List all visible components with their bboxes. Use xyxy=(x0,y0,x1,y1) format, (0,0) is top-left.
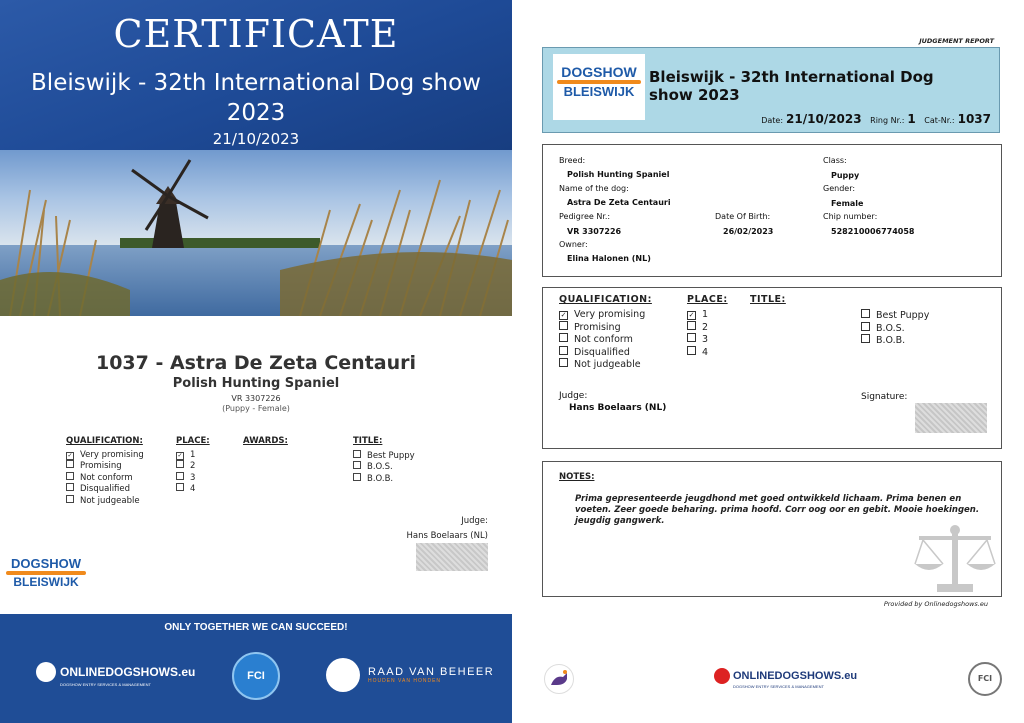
report-onlinedogshows-logo: ONLINEDOGSHOWS.eu DOGSHOW ENTRY SERVICES & MANAGEMENT xyxy=(714,668,857,689)
checkbox-icon xyxy=(176,460,184,468)
checkbox-icon xyxy=(861,322,870,331)
provided-by: Provided by Onlinedogshows.eu xyxy=(883,600,988,608)
checkbox-icon xyxy=(559,358,568,367)
slogan: ONLY TOGETHER WE CAN SUCCEED! xyxy=(164,622,348,633)
notes-box xyxy=(542,461,1002,597)
list-item: Best Puppy xyxy=(861,309,929,322)
checkbox-icon xyxy=(176,483,184,491)
report-logo-box xyxy=(553,54,645,120)
report-gender: Female xyxy=(831,199,864,208)
list-item: 4 xyxy=(687,346,708,359)
list-item: Not conform xyxy=(559,333,645,346)
checkbox-icon xyxy=(559,321,568,330)
report-signature-image xyxy=(915,403,987,433)
list-item: Promising xyxy=(559,321,645,334)
list-item: ✓ 1 xyxy=(688,309,709,320)
cert-awards-header: AWARDS: xyxy=(243,436,288,446)
cert-title-header: TITLE: xyxy=(353,436,383,446)
dog-emblem-icon xyxy=(326,658,360,692)
list-item: 3 xyxy=(176,472,210,484)
checkbox-icon xyxy=(353,461,361,469)
cert-qualification-header: QUALIFICATION: xyxy=(66,436,143,446)
onlinedogshows-logo: ONLINEDOGSHOWS.eu DOGSHOW ENTRY SERVICES & MANAGEMENT xyxy=(36,662,195,687)
checkbox-icon xyxy=(687,333,696,342)
notes-text: Prima gepresenteerde jeugdhond met goed ontwikkeld lichaam. Prima benen en voeten. Zeer goede beharing. prima hoofd. Corr oog oor en gebit. Mooie hoekingen. jeugdig gangwerk. xyxy=(575,494,980,526)
checkbox-icon xyxy=(66,472,74,480)
list-item: B.O.S. xyxy=(353,461,415,473)
list-item: B.O.B. xyxy=(861,334,929,347)
list-item: Not conform xyxy=(66,472,144,484)
fci-logo: FCI xyxy=(232,652,280,700)
judgement-report-page xyxy=(512,0,1024,723)
report-place-header: PLACE: xyxy=(687,294,728,305)
checkbox-icon xyxy=(559,333,568,342)
cert-place-group xyxy=(176,436,210,495)
certificate-title: CERTIFICATE xyxy=(113,12,399,56)
paw-icon xyxy=(36,662,56,682)
qualification-box xyxy=(542,287,1002,449)
report-title-header: TITLE: xyxy=(750,294,786,305)
dog-title-line: 1037 - Astra De Zeta Centauri xyxy=(95,352,417,374)
report-owner: Elina Halonen (NL) xyxy=(567,254,651,263)
cert-awards-group xyxy=(243,436,288,450)
report-qualification-header: QUALIFICATION: xyxy=(559,294,652,305)
checkbox-icon: ✓ xyxy=(560,311,567,319)
checkbox-icon xyxy=(559,346,568,355)
report-class: Puppy xyxy=(831,171,860,180)
report-dog-name: Astra De Zeta Centauri xyxy=(567,198,671,207)
checkbox-icon xyxy=(861,309,870,318)
checkbox-icon xyxy=(687,346,696,355)
list-item: Best Puppy xyxy=(353,450,415,462)
list-item: 4 xyxy=(176,483,210,495)
dog-emblem-icon xyxy=(545,665,573,693)
dogshow-bleiswijk-logo: DOGSHOW BLEISWIJK xyxy=(6,556,86,589)
list-item: ✓ Very promising xyxy=(67,449,144,460)
dog-pedigree: VR 3307226 xyxy=(231,394,281,403)
list-item: B.O.S. xyxy=(861,322,929,335)
checkbox-icon xyxy=(66,460,74,468)
scales-of-justice-icon xyxy=(911,522,999,594)
report-judge-label: Judge: xyxy=(559,391,588,401)
list-item: Disqualified xyxy=(66,483,144,495)
checkbox-icon xyxy=(66,495,74,503)
dog-details-box: Breed: Polish Hunting Spaniel Name of the dog: Astra De Zeta Centauri Pedigree Nr.: VR 3307226 Owner: Elina Halonen (NL) Date Of Birth: 26/02/2023 Class: Puppy Gender: Female Chip number: 528210006774058 xyxy=(542,144,1002,277)
list-item: Not judgeable xyxy=(66,495,144,507)
checkbox-icon xyxy=(861,334,870,343)
list-item: Disqualified xyxy=(559,346,645,359)
checkbox-icon xyxy=(687,321,696,330)
checkbox-icon xyxy=(176,472,184,480)
report-place-list xyxy=(687,309,708,358)
checkbox-icon xyxy=(66,483,74,491)
list-item: 3 xyxy=(687,333,708,346)
report-meta: Date: 21/10/2023 Ring Nr.: 1 Cat-Nr.: 1037 xyxy=(761,112,991,126)
list-item: Not judgeable xyxy=(559,358,645,371)
cert-title-group xyxy=(353,436,415,484)
report-header xyxy=(542,47,1000,133)
checkbox-icon: ✓ xyxy=(688,311,695,319)
dog-breed: Polish Hunting Spaniel xyxy=(172,376,340,391)
report-cat: 1037 xyxy=(957,112,991,126)
report-dob: 26/02/2023 xyxy=(723,227,774,236)
report-pedigree: VR 3307226 xyxy=(567,227,622,236)
report-date: 21/10/2023 xyxy=(786,112,862,126)
certificate-footer xyxy=(0,614,512,723)
report-signature-label: Signature: xyxy=(861,392,908,402)
checkbox-icon xyxy=(353,473,361,481)
checkbox-icon xyxy=(353,450,361,458)
cert-place-header: PLACE: xyxy=(176,436,210,446)
cert-qualification-group xyxy=(66,436,144,506)
report-kind-label: JUDGEMENT REPORT xyxy=(919,37,994,45)
report-ring: 1 xyxy=(907,112,916,126)
report-qualification-list xyxy=(559,309,645,371)
certificate-header xyxy=(0,0,512,150)
checkbox-icon: ✓ xyxy=(177,451,183,459)
list-item: 2 xyxy=(687,321,708,334)
report-title-list xyxy=(861,309,929,347)
cert-judge-name: Hans Boelaars (NL) xyxy=(406,531,488,541)
certificate-event-name: Bleiswijk - 32th International Dog show 2023 xyxy=(31,70,481,126)
list-item: ✓ Very promising xyxy=(560,309,646,320)
report-breed: Polish Hunting Spaniel xyxy=(567,170,670,179)
report-judge-name: Hans Boelaars (NL) xyxy=(569,403,667,413)
list-item: B.O.B. xyxy=(353,473,415,485)
report-chip: 528210006774058 xyxy=(831,227,915,236)
notes-header: NOTES: xyxy=(559,472,595,482)
certificate-date: 21/10/2023 xyxy=(212,130,300,148)
dog-class-gender: (Puppy - Female) xyxy=(222,404,290,413)
list-item: ✓ 1 xyxy=(177,449,196,460)
report-event-name: Bleiswijk - 32th International Dog show 2023 xyxy=(649,68,934,104)
checkbox-icon: ✓ xyxy=(67,451,73,459)
dogshow-bleiswijk-logo: DOGSHOW BLEISWIJK xyxy=(557,64,641,99)
list-item: Promising xyxy=(66,460,144,472)
cert-judge-label: Judge: xyxy=(461,516,488,526)
raad-van-beheer-logo: RAAD VAN BEHEER HOUDEN VAN HONDEN xyxy=(326,658,494,692)
raad-van-beheer-emblem-icon xyxy=(544,664,574,694)
cert-signature-image xyxy=(416,543,488,571)
paw-icon xyxy=(714,668,730,684)
list-item: 2 xyxy=(176,460,210,472)
report-fci-logo: FCI xyxy=(968,662,1002,696)
